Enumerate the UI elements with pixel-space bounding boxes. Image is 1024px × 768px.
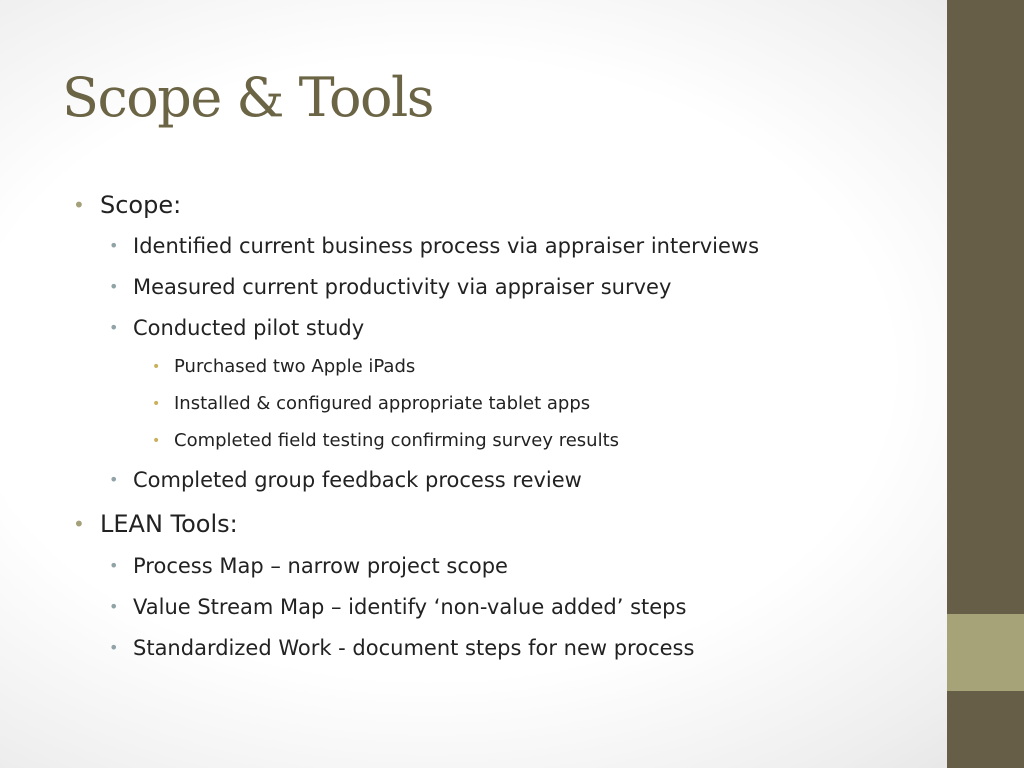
bullet-dot-icon: • xyxy=(109,236,119,255)
bullet-dot-icon: • xyxy=(73,512,85,536)
bullet-item xyxy=(73,509,238,539)
bullet-text: Completed field testing confirming survey results xyxy=(174,430,619,451)
bullet-dot-icon: • xyxy=(152,359,161,375)
bullet-text: Purchased two Apple iPads xyxy=(174,356,416,377)
bullet-dot-icon: • xyxy=(109,277,119,296)
sidebar-accent-block xyxy=(947,614,1024,691)
bullet-dot-icon: • xyxy=(109,597,119,616)
bullet-item xyxy=(152,429,619,453)
bullet-dot-icon: • xyxy=(109,470,119,489)
bullet-dot-icon: • xyxy=(109,638,119,657)
bullet-dot-icon: • xyxy=(152,396,161,412)
slide-title: Scope & Tools xyxy=(62,66,433,129)
bullet-text: Scope: xyxy=(100,191,182,219)
bullet-text: Identified current business process via appraiser interviews xyxy=(133,234,760,258)
bullet-text: Conducted pilot study xyxy=(133,316,365,340)
bullet-item xyxy=(152,355,416,379)
bullet-text: Standardized Work - document steps for new process xyxy=(133,636,695,660)
bullet-item xyxy=(109,552,508,580)
bullet-item xyxy=(109,273,672,301)
bullet-text: Value Stream Map – identify ‘non-value added’ steps xyxy=(133,595,687,619)
bullet-dot-icon: • xyxy=(109,556,119,575)
bullet-item xyxy=(109,314,365,342)
bullet-text: Measured current productivity via appraiser survey xyxy=(133,275,672,299)
bullet-dot-icon: • xyxy=(152,433,161,449)
bullet-item xyxy=(109,232,760,260)
bullet-item xyxy=(73,190,182,220)
bullet-item xyxy=(109,593,687,621)
bullet-dot-icon: • xyxy=(73,193,85,217)
bullet-item xyxy=(109,466,582,494)
bullet-dot-icon: • xyxy=(109,318,119,337)
bullet-item xyxy=(152,392,591,416)
bullet-text: LEAN Tools: xyxy=(100,510,238,538)
bullet-item xyxy=(109,634,695,662)
bullet-text: Completed group feedback process review xyxy=(133,468,582,492)
bullet-text: Installed & configured appropriate tablet apps xyxy=(174,393,591,414)
bullet-text: Process Map – narrow project scope xyxy=(133,554,508,578)
